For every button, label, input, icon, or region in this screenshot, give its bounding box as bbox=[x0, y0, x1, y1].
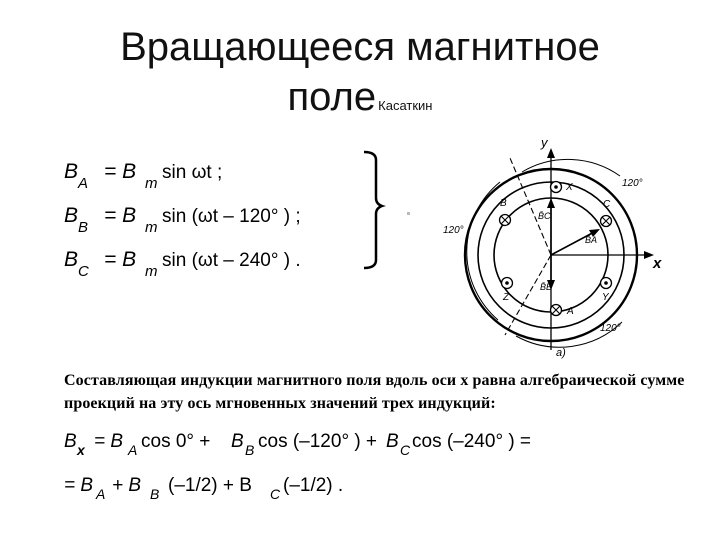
angle-label-bottom-right: 120° bbox=[600, 323, 621, 334]
winding-b-label: B bbox=[500, 198, 507, 209]
sum-term3: B bbox=[386, 431, 399, 452]
eq-a-lhs: B bbox=[64, 160, 79, 183]
eq-c-lhs: B bbox=[64, 248, 79, 271]
winding-y-label: Y bbox=[602, 292, 609, 303]
eq-a-fn: sin ωt ; bbox=[162, 162, 223, 183]
sum-term2-fn: cos (–120° ) + bbox=[258, 431, 378, 452]
angle-label-left: 120° bbox=[443, 225, 464, 236]
sum-line2-sub2: B bbox=[150, 486, 160, 502]
sum-term1: = B bbox=[94, 431, 124, 452]
sum-line2-sub1: A bbox=[96, 486, 106, 502]
eq-b-lhs-sub: B bbox=[78, 219, 89, 236]
eq-c-rhs: = B bbox=[104, 248, 137, 271]
eq-b-fn: sin (ωt – 120° ) ; bbox=[162, 206, 301, 227]
x-axis-label: x bbox=[653, 255, 662, 272]
vector-bc-label: B̄C bbox=[538, 211, 551, 221]
sum-line2-start: = B bbox=[64, 475, 94, 496]
sum-line2-f3: (–1/2) . bbox=[283, 475, 344, 496]
vector-bb-label: B̄B bbox=[540, 282, 553, 292]
eq-b-rhs: = B bbox=[104, 204, 137, 227]
title-line-1: Вращающееся магнитное bbox=[120, 25, 600, 69]
explanation-text: Составляющая индукции магнитного поля вдоль оси x равна алгебраической сумме проекций на эту ось мгновенных значений трех индукций: bbox=[64, 372, 685, 412]
eq-a-rhs: = B bbox=[104, 160, 137, 183]
eq-b-m: m bbox=[145, 219, 158, 236]
angle-label-top-right: 120° bbox=[622, 178, 643, 189]
eq-c-lhs-sub: C bbox=[78, 263, 89, 280]
y-axis-label: y bbox=[541, 135, 548, 150]
sum-term2: B bbox=[231, 431, 244, 452]
eq-c-fn: sin (ωt – 240° ) . bbox=[162, 250, 301, 271]
sum-term3-fn: cos (–240° ) = bbox=[412, 431, 532, 452]
sum-lhs: B bbox=[64, 431, 77, 452]
winding-a-label: A bbox=[567, 306, 574, 317]
sum-line2-sub3: C bbox=[270, 486, 281, 502]
winding-x-label: X bbox=[566, 182, 573, 193]
sum-line2-f2: (–1/2) + B bbox=[168, 475, 252, 496]
sum-term1-fn: cos 0° + bbox=[141, 431, 211, 452]
eq-a-m: m bbox=[145, 175, 158, 192]
eq-b-lhs: B bbox=[64, 204, 79, 227]
eq-a-lhs-sub: A bbox=[78, 175, 89, 192]
winding-z-label: Z bbox=[503, 292, 510, 303]
sum-lhs-sub: x bbox=[77, 442, 85, 458]
diagram-caption: a) bbox=[556, 347, 566, 359]
author-name: Касаткин bbox=[378, 98, 433, 113]
eq-c-m: m bbox=[145, 263, 158, 280]
sum-term3-sub: C bbox=[400, 442, 411, 458]
vector-ba-label: B̄A bbox=[585, 235, 598, 245]
sum-term1-sub: A bbox=[128, 442, 138, 458]
sum-term2-sub: B bbox=[245, 442, 255, 458]
title-word: поле bbox=[287, 75, 377, 119]
sum-line2-f1: + B bbox=[112, 475, 142, 496]
winding-c-label: C bbox=[603, 199, 611, 210]
